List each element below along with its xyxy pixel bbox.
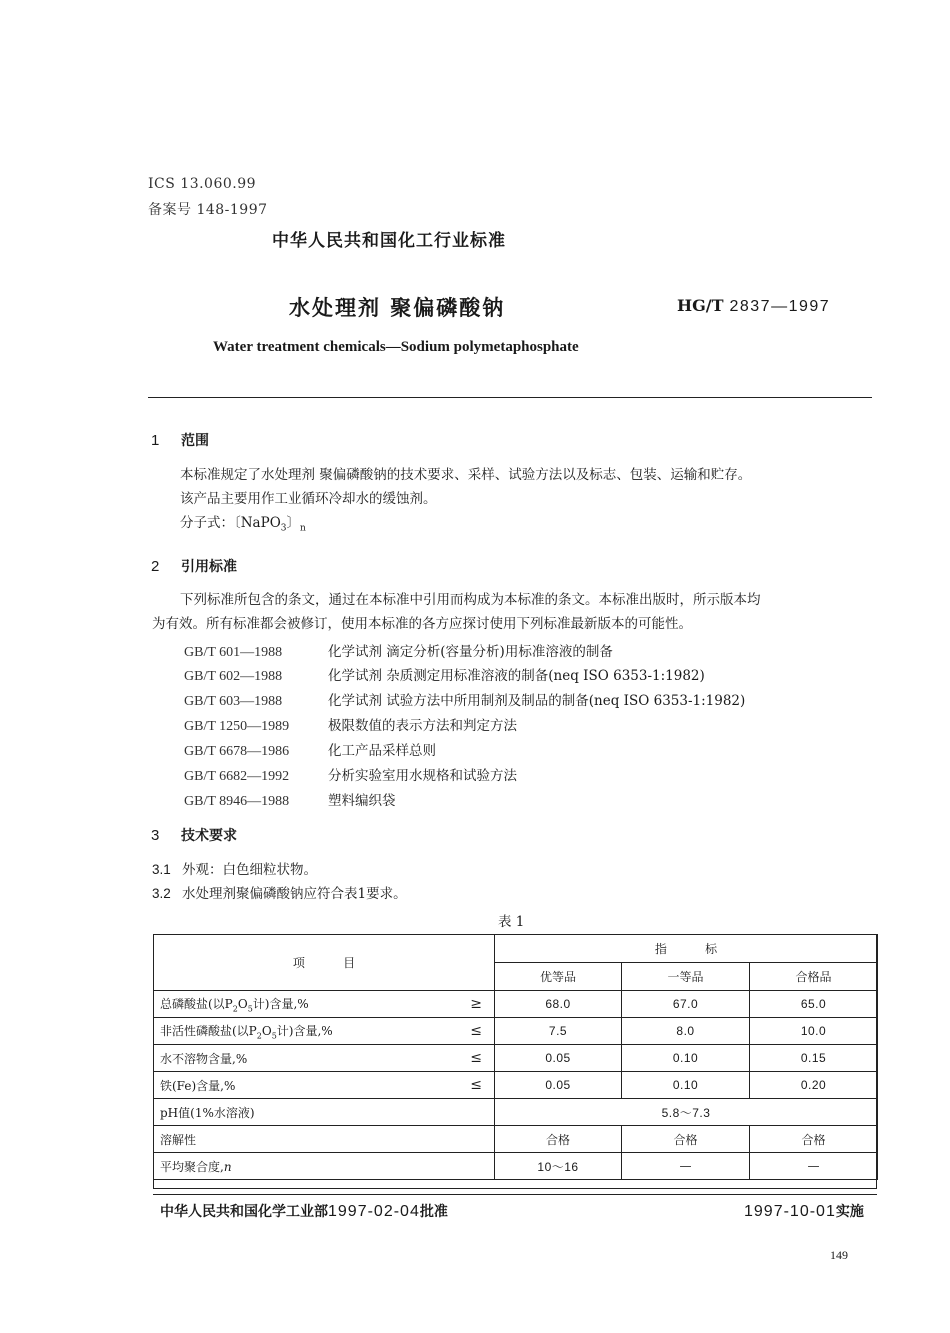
- table-cell: 65.0: [750, 991, 878, 1018]
- row-label-text: O: [237, 996, 248, 1011]
- row-label-sub: 2: [232, 1004, 238, 1014]
- page-number: 149: [830, 1248, 848, 1262]
- approval-org: 中华人民共和国化学工业部: [160, 1204, 328, 1220]
- table-cell: 合格: [750, 1126, 878, 1153]
- reference-title: 塑料编织袋: [328, 793, 396, 809]
- standard-title-cn: 水处理剂 聚偏磷酸钠: [289, 296, 506, 320]
- section-2-title: 引用标准: [181, 559, 237, 575]
- index-header: 指 标: [495, 935, 878, 963]
- row-label-sub: 2: [256, 1031, 262, 1041]
- reference-item: [184, 714, 517, 735]
- section-2-heading: [151, 556, 237, 576]
- clause-3-1-text: 外观：白色细粒状物。: [182, 862, 317, 878]
- comparison-operator: ≤: [470, 1077, 482, 1093]
- implementation-line: [744, 1201, 864, 1221]
- clause-3-1: [152, 858, 317, 882]
- molecular-formula: [180, 511, 306, 541]
- section-1-title: 范围: [181, 433, 209, 449]
- table-caption: 表 1: [498, 914, 525, 930]
- row-label: [154, 1018, 495, 1045]
- formula-n: n: [300, 523, 306, 534]
- row-label: [154, 1153, 495, 1180]
- table-header-row: [154, 935, 878, 963]
- table-cell: 0.15: [750, 1045, 878, 1072]
- standard-code-number: 2837—1997: [729, 298, 831, 315]
- implementation-date: 1997-10-01: [744, 1203, 836, 1220]
- section-1-para-2: 该产品主要用作工业循环冷却水的缓蚀剂。: [180, 491, 437, 507]
- table-cell: 0.10: [622, 1072, 750, 1099]
- row-label-text: 计)含量,%: [276, 1023, 333, 1038]
- formula-end: 〕: [286, 515, 300, 531]
- reference-title: 化学试剂 滴定分析(容量分析)用标准溶液的制备: [328, 644, 613, 660]
- approval-word: 批准: [419, 1204, 448, 1220]
- section-3-heading: [151, 825, 237, 845]
- reference-item: [184, 764, 517, 785]
- table-cell: 7.5: [495, 1018, 622, 1045]
- row-label: 溶解性: [154, 1126, 495, 1153]
- row-label: pH值(1%水溶液): [154, 1099, 495, 1126]
- reference-code: GB/T 601—1988: [184, 645, 283, 660]
- comparison-operator: ≥: [470, 996, 482, 1012]
- row-label-var: n: [223, 1159, 232, 1174]
- standard-code: [677, 296, 830, 316]
- table-cell: 67.0: [622, 991, 750, 1018]
- reference-item: [184, 664, 705, 685]
- comparison-operator: ≤: [470, 1050, 482, 1066]
- reference-item: [184, 640, 613, 661]
- table-cell: 10～16: [495, 1153, 622, 1180]
- row-label-text: 非活性磷酸盐(以P: [160, 1023, 257, 1038]
- section-1-number: 1: [151, 432, 160, 449]
- approval-line: [160, 1201, 448, 1221]
- section-2-para-1: 下列标准所包含的条文，通过在本标准中引用而构成为本标准的条文。本标准出版时，所示版本均: [180, 592, 761, 608]
- row-label-text: 计)含量,%: [252, 996, 309, 1011]
- row-label-text: 水不溶物含量,%: [160, 1051, 248, 1066]
- reference-item: [184, 789, 396, 810]
- issuing-organization: 中华人民共和国化工行业标准: [272, 231, 506, 251]
- table-row: [154, 1018, 878, 1045]
- footer-divider: [153, 1194, 877, 1195]
- table-row: [154, 1045, 878, 1072]
- grade-header: 合格品: [750, 963, 878, 991]
- table-cell: 0.05: [495, 1072, 622, 1099]
- comparison-operator: ≤: [470, 1023, 482, 1039]
- reference-code: GB/T 6678—1986: [184, 744, 290, 759]
- grade-header: 一等品: [622, 963, 750, 991]
- reference-code: GB/T 1250—1989: [184, 719, 290, 734]
- table-cell: 0.20: [750, 1072, 878, 1099]
- approval-date: 1997-02-04: [328, 1203, 420, 1220]
- clause-3-2-number: 3.2: [152, 886, 171, 901]
- filing-number: 备案号 148-1997: [148, 202, 268, 218]
- clause-3-2-text: 水处理剂聚偏磷酸钠应符合表1要求。: [182, 886, 407, 902]
- section-1-para-1: 本标准规定了水处理剂 聚偏磷酸钠的技术要求、采样、试验方法以及标志、包装、运输和贮存。: [180, 467, 752, 483]
- row-label-text: 总磷酸盐(以P: [160, 996, 233, 1011]
- section-2-para-2: 为有效。所有标准都会被修订，使用本标准的各方应探讨使用下列标准最新版本的可能性。: [152, 616, 692, 632]
- section-3-number: 3: [151, 827, 160, 844]
- reference-title: 化学试剂 杂质测定用标准溶液的制备(neq ISO 6353-1:1982): [328, 668, 705, 684]
- table-cell: 0.10: [622, 1045, 750, 1072]
- clause-3-2: [152, 882, 407, 906]
- table-cell: 合格: [622, 1126, 750, 1153]
- table-cell: 0.05: [495, 1045, 622, 1072]
- reference-code: GB/T 6682—1992: [184, 769, 290, 784]
- reference-item: [184, 689, 745, 710]
- table-cell: 68.0: [495, 991, 622, 1018]
- standard-code-prefix: HG/T: [677, 296, 724, 315]
- row-label-text: 铁(Fe)含量,%: [160, 1078, 236, 1093]
- formula-sub: 3: [280, 523, 287, 534]
- clause-3-1-number: 3.1: [152, 862, 171, 877]
- item-header: 项 目: [154, 935, 495, 991]
- row-label-sub: 5: [247, 1004, 253, 1014]
- reference-item: [184, 739, 436, 760]
- table-cell: 10.0: [750, 1018, 878, 1045]
- table-cell: 5.8～7.3: [495, 1099, 878, 1126]
- grade-header: 优等品: [495, 963, 622, 991]
- row-label: [154, 1072, 495, 1099]
- table-row: [154, 991, 878, 1018]
- reference-title: 极限数值的表示方法和判定方法: [328, 718, 517, 734]
- spec-table: [153, 934, 878, 1180]
- row-label-text: O: [261, 1023, 272, 1038]
- table-cell: —: [750, 1153, 878, 1180]
- table-row: [154, 1099, 878, 1126]
- table-row: [154, 1072, 878, 1099]
- row-label-text: 平均聚合度,: [160, 1159, 224, 1174]
- ics-number: ICS 13.060.99: [148, 176, 257, 192]
- reference-title: 化学试剂 试验方法中所用制剂及制品的制备(neq ISO 6353-1:1982): [328, 693, 746, 709]
- table-row: [154, 1153, 878, 1180]
- row-label-sub: 5: [271, 1031, 277, 1041]
- section-1-heading: [151, 430, 209, 450]
- row-label: [154, 1045, 495, 1072]
- reference-title: 化工产品采样总则: [328, 743, 436, 759]
- title-divider: [148, 397, 872, 398]
- implementation-word: 实施: [835, 1204, 864, 1220]
- table-cell: 合格: [495, 1126, 622, 1153]
- table-cell: 8.0: [622, 1018, 750, 1045]
- reference-code: GB/T 603—1988: [184, 694, 283, 709]
- table-cell: —: [622, 1153, 750, 1180]
- row-label: [154, 991, 495, 1018]
- table-row: [154, 1126, 878, 1153]
- formula-main: 〔NaPO: [234, 515, 281, 531]
- standard-title-en: Water treatment chemicals—Sodium polymetaphosphate: [213, 339, 579, 355]
- section-2-number: 2: [151, 558, 160, 575]
- section-3-title: 技术要求: [181, 828, 237, 844]
- formula-label: 分子式：: [180, 515, 234, 531]
- reference-code: GB/T 8946—1988: [184, 794, 290, 809]
- reference-title: 分析实验室用水规格和试验方法: [328, 768, 517, 784]
- reference-code: GB/T 602—1988: [184, 669, 283, 684]
